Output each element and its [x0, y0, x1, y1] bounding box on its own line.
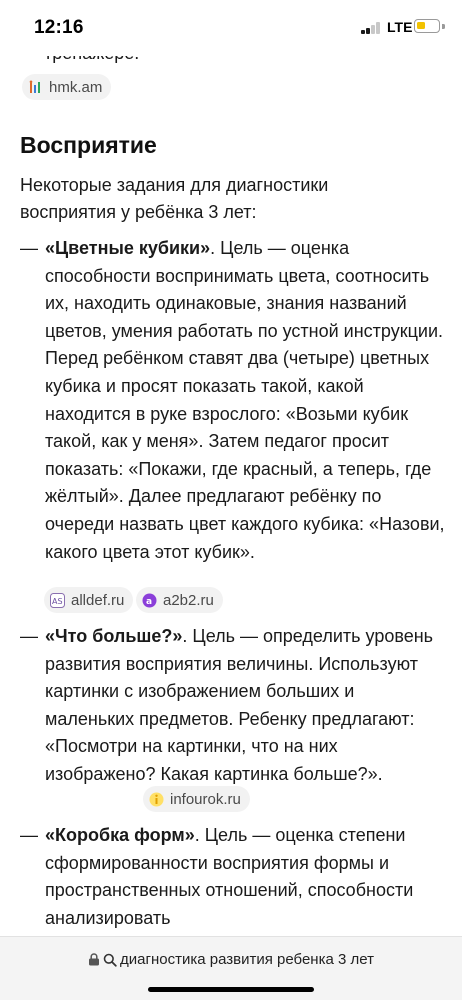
infourok-logo-icon — [149, 792, 164, 807]
source-chip-label: infourok.ru — [170, 790, 241, 808]
source-chip-hmk[interactable] — [22, 74, 111, 100]
list-dash: — — [20, 626, 38, 646]
source-chip-infourok[interactable] — [143, 786, 250, 812]
section-title: Восприятие — [20, 132, 157, 158]
source-chip-a2b2[interactable] — [136, 587, 223, 613]
source-chip-label: alldef.ru — [71, 591, 125, 609]
item-bold-title: «Что больше?» — [45, 626, 183, 646]
intro-line: восприятия у ребёнка 3 лет: — [20, 202, 257, 222]
item-bold-title: «Коробка форм» — [45, 825, 195, 845]
hmk-logo-icon — [28, 80, 43, 95]
svg-text:a: a — [146, 596, 153, 607]
list-item-text — [45, 235, 445, 566]
intro-line: Некоторые задания для диагностики — [20, 175, 329, 195]
signal-icon — [361, 22, 381, 34]
status-bar — [0, 0, 462, 56]
status-time: 12:16 — [34, 17, 84, 38]
list-dash: — — [20, 825, 38, 845]
address-field[interactable] — [0, 951, 462, 968]
battery-icon — [414, 19, 440, 33]
address-query: диагностика развития ребенка 3 лет — [120, 951, 374, 968]
item-body: . Цель — оценка степени сформированности восприятия формы и пространственных отношений, способности анализировать — [45, 825, 414, 928]
search-icon — [103, 953, 117, 967]
bottom-address-bar — [0, 936, 462, 1000]
lock-icon — [88, 953, 100, 966]
source-chip-alldef[interactable] — [44, 587, 133, 613]
source-chip-label: hmk.am — [49, 78, 103, 96]
item-body: . Цель — оценка способности воспринимать цвета, соотносить их, находить одинаковые, знания названий цветов, умения работать по устной инструкции. Перед ребёнком ставят два (четыре) цветных кубика и просят показать такой, какой находится в руке взрослого: «Возьми кубик такой, как у меня». Затем педагог просит показать: «Покажи, где красный, а теперь, где жёлтый». Далее предлагают ребёнку по очереди назвать цвет каждого кубика: «Назови, какого цвета этот кубик». — [45, 238, 445, 562]
item-body: . Цель — определить уровень развития восприятия величины. Используют картинки с изображением больших и маленьких предметов. Ребенку предлагают: «Посмотри на картинки, что на них изображено? Какая картинка больше?». — [45, 626, 434, 784]
network-label: LTE — [387, 19, 413, 35]
a2b2-logo-icon — [142, 593, 157, 608]
list-item-text — [45, 822, 445, 932]
section-intro — [20, 172, 440, 226]
item-bold-title: «Цветные кубики» — [45, 238, 211, 258]
list-dash: — — [20, 238, 38, 258]
source-chip-label: a2b2.ru — [163, 591, 214, 609]
list-item-text — [45, 623, 445, 789]
svg-text:AS: AS — [52, 596, 63, 606]
battery-cap — [442, 24, 445, 29]
home-indicator[interactable] — [148, 987, 314, 992]
alldef-logo-icon — [50, 593, 65, 608]
